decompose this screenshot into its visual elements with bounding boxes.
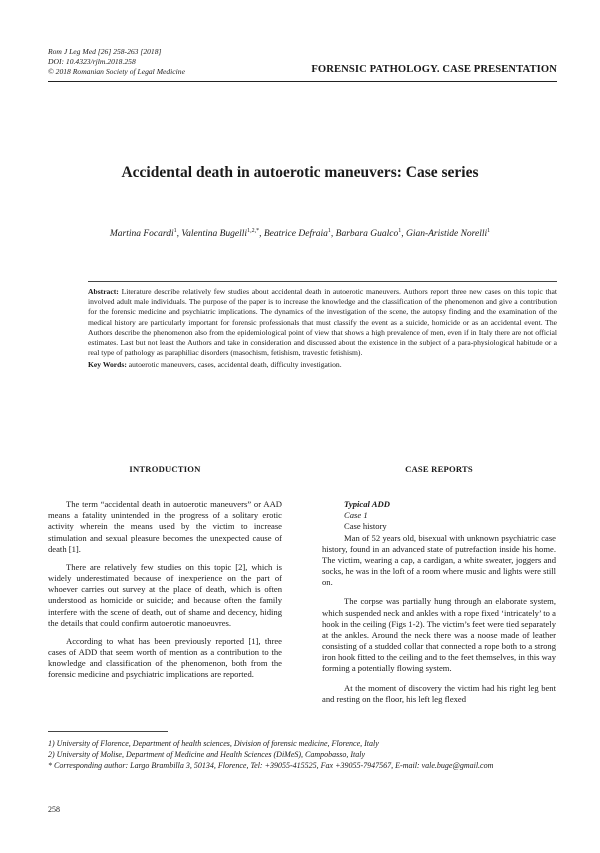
footnote: * Corresponding author: Largo Brambilla 3, 50134, Florence, Tel: +39055-415525, Fax +39055-7947567, E-mail: vale.buge@gmail.com — [48, 761, 494, 770]
paragraph: There are relatively few studies on this topic [2], which is widely underestimated because of inexperience on the part of whoever carries out survey at the place of death, which is often understood as homicide or suicide; and because often the family interfere with the scene of death, out of shame and decency, hiding the details that could confirm autoerotic manoeuvres. — [48, 561, 282, 628]
subheading-typical-add: Typical ADD — [344, 499, 390, 510]
keywords-text: autoerotic maneuvers, cases, accidental death, difficulty investigation. — [128, 360, 342, 370]
paragraph: The corpse was partially hung through an elaborate system, which suspended neck and ankles with a rope fixed ‘intricately’ to a hook in the ceiling (Figs 1-2). The victim’s feet were tied separately at the ankles. Around the neck there was a noose made of leather consisting of a studded collar that connected a rope both to a strong iron hook fitted to the ceiling and to the feet themselves, in this way forming a potentially flowing system. — [322, 596, 556, 674]
abstract-divider — [88, 281, 557, 282]
author-affiliation: 1 — [487, 228, 491, 234]
case-reports-column — [322, 464, 556, 713]
author-affiliation: 1 — [327, 228, 331, 234]
author-name: Valentina Bugelli — [181, 229, 248, 239]
abstract-body — [88, 287, 557, 358]
footnote-divider — [48, 731, 168, 732]
footnotes — [48, 738, 557, 771]
article-title: Accidental death in autoerotic maneuvers: Case series — [121, 164, 479, 181]
paragraph: Man of 52 years old, bisexual with unknown psychiatric case history, found in an advanced state of putrefaction inside his home. The victim, wearing a cap, a cardigan, a white sweater, joggers and socks, he was in the loft of a room where music and lights were still on. — [322, 532, 556, 588]
author-affiliation: 1,2,* — [247, 228, 260, 234]
introduction-heading: INTRODUCTION — [129, 464, 201, 474]
author-name: Beatrice Defraia — [263, 229, 328, 239]
case-reports-heading: CASE REPORTS — [405, 464, 473, 474]
author-name: Barbara Gualco — [335, 229, 399, 239]
introduction-column — [48, 464, 282, 688]
author-affiliation: 1 — [398, 228, 402, 234]
subheading-case-history: Case history — [344, 521, 387, 532]
abstract — [88, 287, 557, 371]
paragraph: The term “accidental death in autoerotic maneuvers” or AAD means a fatality unintended in the progress of a solitary erotic activity wherein the means used by the victim to increase stimulation and sexual pleasure becomes the unexpected cause of death [1]. — [48, 499, 282, 554]
page-number: 258 — [48, 805, 60, 814]
footnote: 2) University of Molise, Department of Medicine and Health Sciences (DiMeS), Campobasso, Italy — [48, 750, 366, 759]
keywords-label: Key Words: — [88, 360, 127, 370]
author-list: Martina Focardi$^1$, Valentina Bugelli$^{1,2,*}$, Beatrice Defraia$^1$, Barbara Gualco$^1$, Gian-Aristide Norelli$^1$ — [109, 228, 491, 239]
author-name: Martina Focardi — [109, 229, 174, 239]
copyright: © 2018 Romanian Society of Legal Medicine — [48, 67, 185, 76]
author-affiliation: 1 — [173, 228, 177, 234]
journal-info — [48, 47, 185, 77]
footnote: 1) University of Florence, Department of health sciences, Division of forensic medicine, Florence, Italy — [48, 739, 379, 748]
subheading-case-1: Case 1 — [344, 510, 368, 521]
section-label: FORENSIC PATHOLOGY. CASE PRESENTATION — [311, 64, 557, 75]
keywords — [88, 360, 557, 370]
doi[interactable]: DOI: 10.4323/rjlm.2018.258 — [48, 57, 136, 66]
abstract-text: Literature describe relatively few studies about accidental death in autoerotic maneuvers. Authors report three new cases on this topic that involved adult male individuals. The purpose of the paper is to increase the knowledge and the classification of the phenomenon and give a contribution for the forensic medicine and psychiatric implications. The dynamics of the investigation of the scene, the autopsy finding and the examination of the medical history are particularly important for forensic professionals that must classify the event as a suicide, homicide or as an accidental event. The Authors describe the phenomenon also from the epidemiological point of view that shows a high prevalence of men, even if in Italy there are not official estimates. Last but not least the Authors and take in consideration and discussed about the existence in the subject of a para-physiological habitude or a real type of pathology as paraphiliac disorders (masochism, fetishism, travestic fetishism). — [88, 287, 557, 358]
author-name: Gian-Aristide Norelli — [405, 229, 488, 239]
paragraph: At the moment of discovery the victim had his right leg bent and resting on the floor, his left leg flexed — [322, 682, 556, 704]
journal-citation: Rom J Leg Med [26] 258-263 [2018] — [48, 47, 162, 56]
abstract-label: Abstract: — [88, 287, 119, 296]
header-divider — [48, 81, 557, 82]
paragraph: According to what has been previously reported [1], three cases of ADD that seem worth of mention as a contribution to the knowledge and classification of the phenomenon, both from the forensic medicine and psychiatric implications are reported. — [48, 635, 282, 680]
